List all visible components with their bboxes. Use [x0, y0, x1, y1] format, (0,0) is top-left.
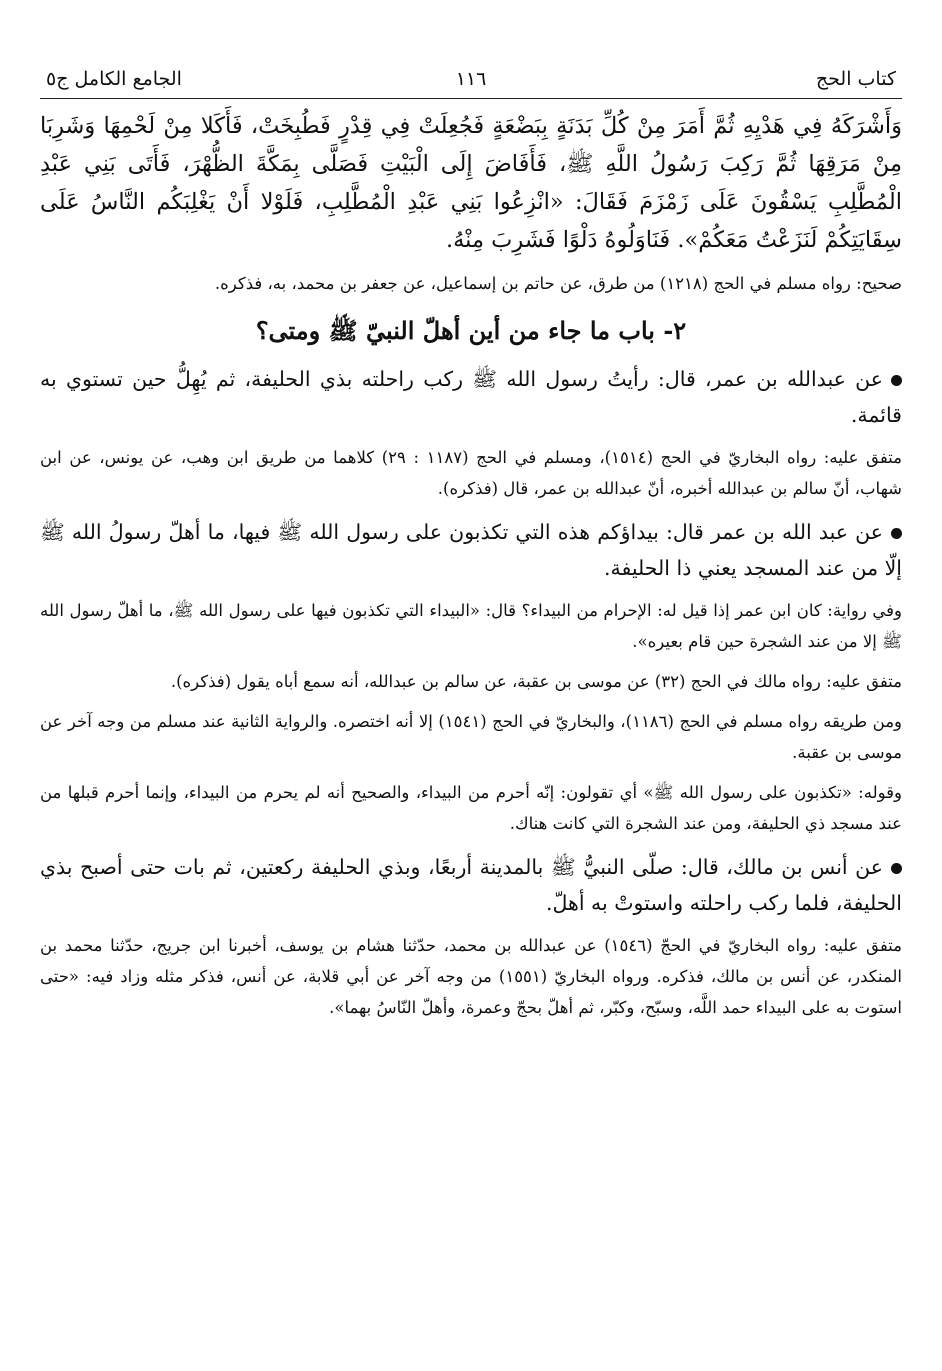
running-header	[40, 64, 902, 99]
page-number: ١١٦	[455, 68, 487, 90]
takhrij-note: متفق عليه: رواه البخاريّ في الحجّ (١٥٤٦) عن عبدالله بن محمد، حدّثنا هشام بن يوسف، أخبرنا ابن جريج، حدّثنا محمد بن المنكدر، عن أنس بن مالك، فذكره. ورواه البخاريّ (١٥٥١) من وجه آخر عن أبي قلابة، عن أنس، فذكر مثله وزاد فيه: «حتى استوت به على البيداء حمد اللَّه، وسبّح، وكبّر، ثم أهلّ بحجّ وعمرة، وأهلّ النّاسُ بهما».	[40, 936, 902, 1017]
hadith-paragraph	[40, 849, 902, 921]
chapter-heading: ٢- باب ما جاء من أين أهلّ النبيّ ﷺ ومتى؟	[255, 316, 687, 345]
hadith-text-continued: وَأَشْرَكَهُ فِي هَدْيِهِ ثُمَّ أَمَرَ مِنْ كُلِّ بَدَنَةٍ بِبَضْعَةٍ فَجُعِلَتْ فِي قِدْرٍ فَطُبِخَتْ، فَأَكَلا مِنْ لَحْمِهَا وَشَرِبَا مِنْ مَرَقِهَا ثُمَّ رَكِبَ رَسُولُ اللَّهِ ﷺ، فَأَفَاضَ إِلَى الْبَيْتِ فَصَلَّى بِمَكَّةَ الظُّهْرَ، فَأَتَى بَنِي عَبْدِ الْمُطَّلِبِ يَسْقُونَ عَلَى زَمْزَمَ فَقَالَ: «انْزِعُوا بَنِي عَبْدِ الْمُطَّلِبِ، فَلَوْلا أَنْ يَغْلِبَكُم النَّاسُ عَلَى سِقَايَتِكُمْ لَنَزَعْتُ مَعَكُمْ». فَنَاوَلُوهُ دَلْوًا فَشَرِبَ مِنْهُ.	[40, 113, 902, 253]
chapter-title: كتاب الحج	[815, 68, 896, 90]
explanation-note: وقوله: «تكذبون على رسول الله ﷺ» أي تقولون: إنّه أحرم من البيداء، والصحيح أنه لم يحرم من البيداء، وإنما أحرم قبلها من عند مسجد ذي الحليفة، ومن عند الشجرة التي كانت هناك.	[40, 783, 902, 833]
takhrij-note: ومن طريقه رواه مسلم في الحج (١١٨٦)، والبخاريّ في الحج (١٥٤١) إلا أنه اختصره. والرواية الثانية عند مسلم من وجه آخر عن موسى بن عقبة.	[40, 712, 903, 762]
hadith-paragraph	[40, 514, 902, 586]
takhrij-note: صحيح: رواه مسلم في الحج (١٢١٨) من طرق، عن حاتم بن إسماعيل، عن جعفر بن محمد، به، فذكره.	[214, 274, 902, 293]
bullet-icon	[891, 375, 902, 386]
takhrij-note: متفق عليه: رواه مالك في الحج (٣٢) عن موسى بن عقبة، عن سالم بن عبدالله، أنه سمع أباه يقول (فذكره).	[170, 672, 902, 691]
hadith-paragraph	[40, 361, 902, 433]
hadith-text: عن عبد الله بن عمر قال: بيداؤكم هذه التي تكذبون على رسول الله ﷺ فيها، ما أهلّ رسولُ الله ﷺ إلّا من عند المسجد يعني ذا الحليفة.	[40, 520, 902, 580]
hadith-text: عن أنس بن مالك، قال: صلّى النبيُّ ﷺ بالمدينة أربعًا، وبذي الحليفة ركعتين، ثم بات حتى أصبح بذي الحليفة، فلما ركب راحلته واستوتْ به أهلّ.	[40, 855, 902, 915]
hadith-text: عن عبدالله بن عمر، قال: رأيتُ رسول الله ﷺ ركب راحلته بذي الحليفة، ثم يُهِلُّ حين تستوي به قائمة.	[40, 367, 902, 427]
variant-narration-note: وفي رواية: كان ابن عمر إذا قيل له: الإحرام من البيداء؟ قال: «البيداء التي تكذبون فيها على رسول الله ﷺ، ما أهلّ رسول الله ﷺ إلا من عند الشجرة حين قام بعيره».	[40, 601, 902, 651]
book-page	[40, 64, 902, 1023]
bullet-icon	[891, 863, 902, 874]
bullet-icon	[891, 528, 902, 539]
book-title: الجامع الكامل ج٥	[46, 68, 182, 90]
takhrij-note: متفق عليه: رواه البخاريّ في الحج (١٥١٤)، ومسلم في الحج (١١٨٧ : ٢٩) كلاهما من طريق ابن وهب، عن يونس، عن ابن شهاب، أنّ سالم بن عبدالله أخبره، أنّ عبدالله بن عمر، قال (فذكره).	[40, 448, 902, 498]
